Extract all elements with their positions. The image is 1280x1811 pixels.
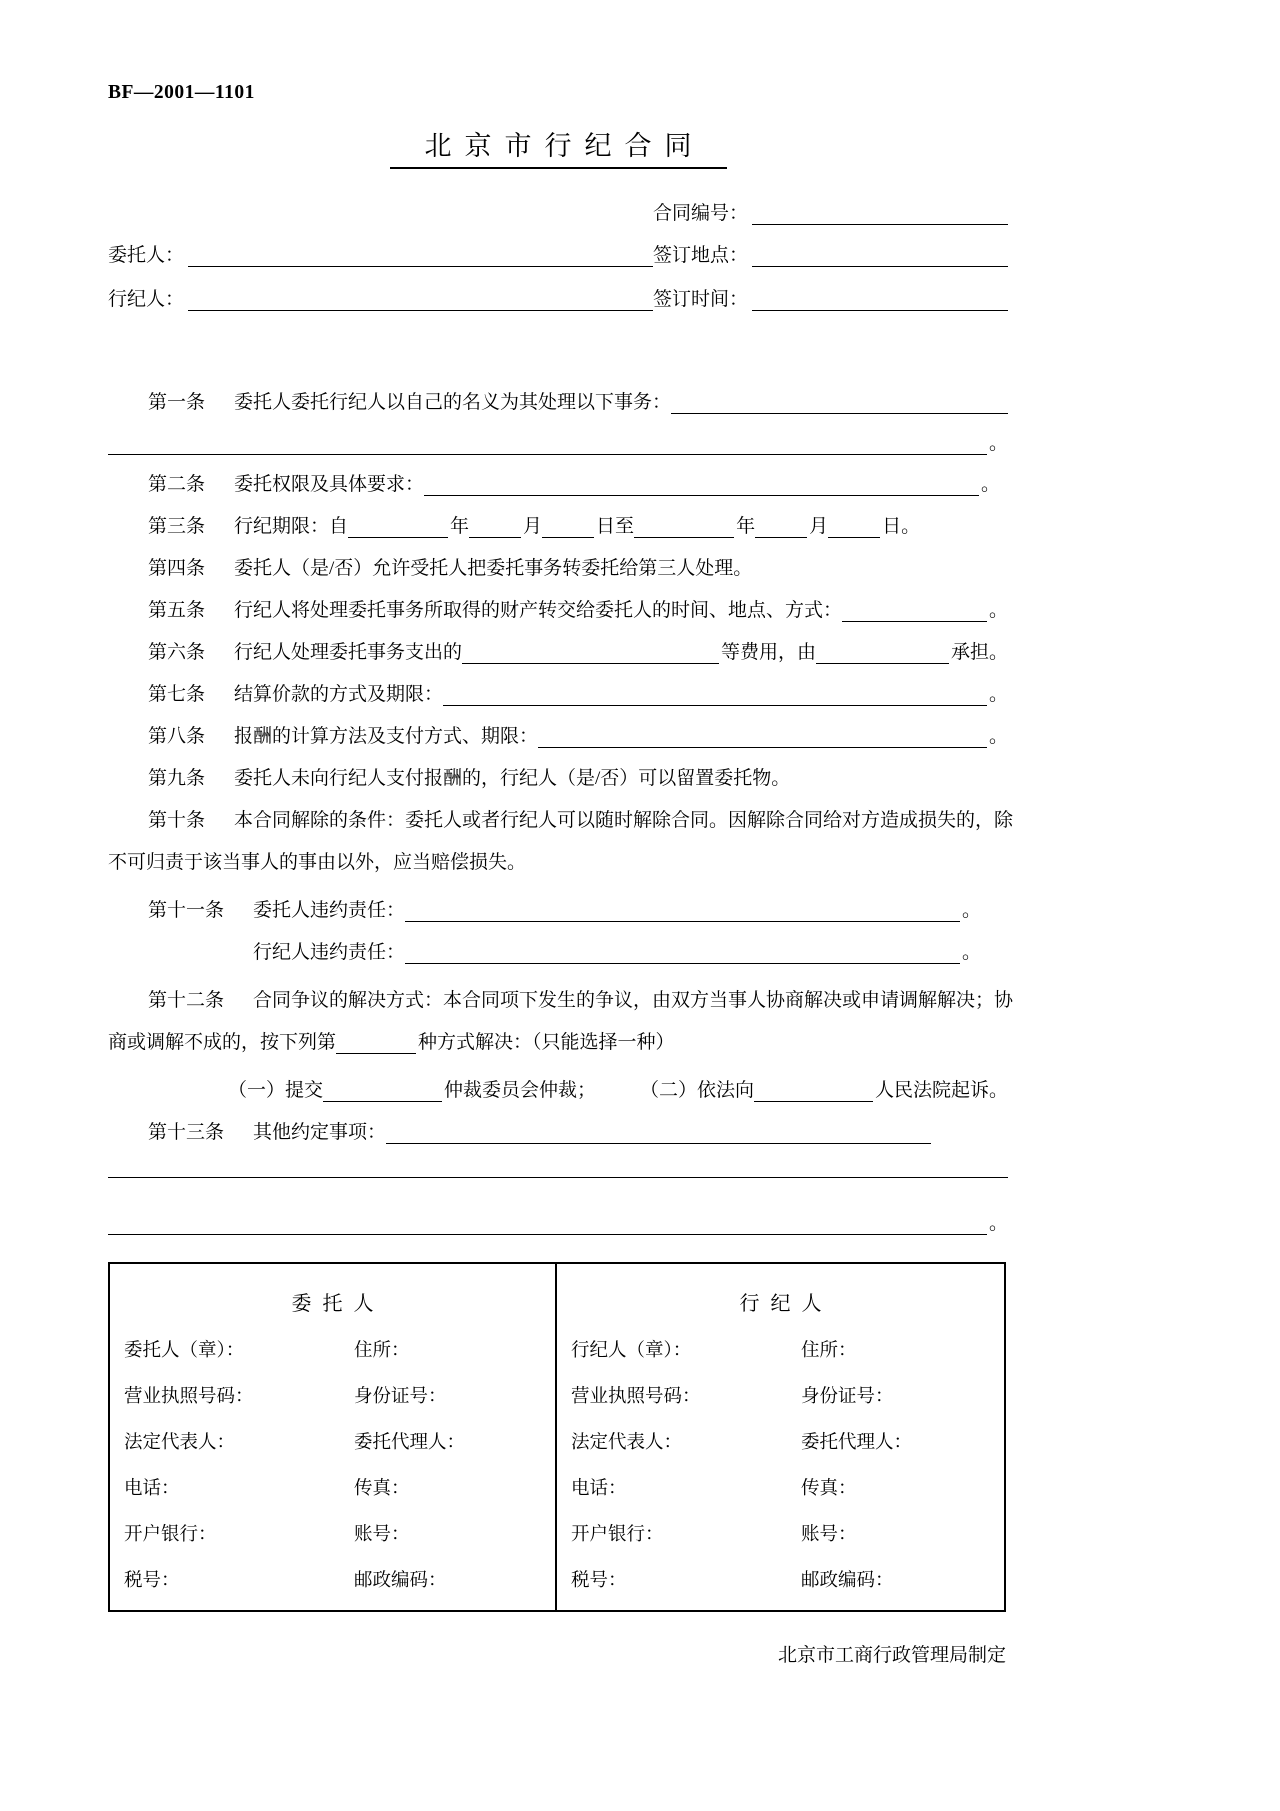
clause-8-input[interactable] bbox=[538, 730, 987, 748]
clause-3-day2-label: 日。 bbox=[882, 516, 921, 537]
clause-7 bbox=[108, 679, 1008, 706]
clause-1-input-line2[interactable] bbox=[108, 437, 987, 455]
clause-12-option2-tail: 人民法院起诉。 bbox=[874, 1080, 1008, 1101]
clause-7-period: 。 bbox=[988, 684, 1008, 705]
clause-12-option1-label: （一）提交 bbox=[228, 1080, 324, 1101]
signature-table bbox=[108, 1262, 1006, 1612]
table-row bbox=[110, 1336, 555, 1362]
clause-11-broker bbox=[108, 937, 1008, 964]
clause-6 bbox=[108, 637, 1008, 664]
sign-time-input[interactable] bbox=[752, 293, 1008, 311]
broker-input[interactable] bbox=[188, 293, 653, 311]
clause-2-text: 委托权限及具体要求： bbox=[234, 474, 425, 495]
table-row bbox=[110, 1428, 555, 1454]
clause-3-year2-input[interactable] bbox=[634, 520, 734, 538]
clause-12-options bbox=[228, 1075, 1008, 1102]
clause-6-mid-text: 等费用，由 bbox=[720, 642, 816, 663]
client-input[interactable] bbox=[188, 249, 653, 267]
clause-1-period: 。 bbox=[988, 433, 1008, 454]
signature-column-client bbox=[110, 1264, 557, 1610]
broker-seal-label[interactable]: 行纪人（章）： bbox=[571, 1341, 692, 1361]
clause-13-continuation-2 bbox=[108, 1208, 1008, 1235]
sign-place-field[interactable] bbox=[653, 240, 1008, 267]
page-title bbox=[108, 124, 1008, 169]
client-tax-label[interactable]: 税号： bbox=[124, 1571, 180, 1591]
client-phone-label[interactable]: 电话： bbox=[124, 1479, 180, 1499]
table-row bbox=[557, 1566, 1004, 1592]
broker-id-label[interactable]: 身份证号： bbox=[801, 1387, 894, 1407]
table-row bbox=[557, 1428, 1004, 1454]
contract-number-field[interactable] bbox=[653, 198, 1008, 225]
clause-11 bbox=[108, 895, 1008, 922]
clause-13 bbox=[108, 1117, 1008, 1144]
clause-3-month2-input[interactable] bbox=[755, 520, 807, 538]
clause-11-broker-spacer bbox=[148, 942, 253, 964]
broker-tax-label[interactable]: 税号： bbox=[571, 1571, 627, 1591]
clause-1-input[interactable] bbox=[671, 396, 1008, 414]
table-row bbox=[110, 1382, 555, 1408]
broker-account-label[interactable]: 账号： bbox=[801, 1525, 857, 1545]
broker-row bbox=[108, 284, 1008, 311]
clause-4-number: 第四条 bbox=[148, 558, 206, 579]
clause-12-line2-text-b: 种方式解决：（只能选择一种） bbox=[418, 1032, 675, 1053]
clause-11-period: 。 bbox=[962, 900, 982, 921]
clause-5-period: 。 bbox=[988, 600, 1008, 621]
broker-postcode-label[interactable]: 邮政编码： bbox=[801, 1571, 894, 1591]
clause-11-number: 第十一条 bbox=[148, 900, 225, 921]
clause-12-line2 bbox=[108, 1027, 1008, 1054]
clause-3-year2-label: 年 bbox=[736, 516, 756, 537]
clause-3-year1-input[interactable] bbox=[348, 520, 448, 538]
clause-3 bbox=[108, 511, 1008, 538]
clause-6-text: 行纪人处理委托事务支出的 bbox=[234, 642, 463, 663]
clause-13-input-line3[interactable] bbox=[108, 1217, 987, 1235]
clause-6-number: 第六条 bbox=[148, 642, 206, 663]
contract-number-input[interactable] bbox=[752, 207, 1008, 225]
client-address-label[interactable]: 住所： bbox=[354, 1341, 410, 1361]
clause-11-broker-text: 行纪人违约责任： bbox=[253, 942, 406, 963]
clause-10-number: 第十条 bbox=[148, 810, 206, 831]
clause-3-text: 行纪期限：自 bbox=[234, 516, 349, 537]
client-license-label[interactable]: 营业执照号码： bbox=[124, 1387, 254, 1407]
clause-8-number: 第八条 bbox=[148, 726, 206, 747]
broker-license-label[interactable]: 营业执照号码： bbox=[571, 1387, 701, 1407]
clause-9 bbox=[108, 763, 1008, 790]
broker-agent-label[interactable]: 委托代理人： bbox=[801, 1433, 913, 1453]
clause-1-text: 委托人委托行纪人以自己的名义为其处理以下事务： bbox=[234, 392, 672, 413]
broker-fax-label[interactable]: 传真： bbox=[801, 1479, 857, 1499]
clause-12 bbox=[108, 985, 1014, 1012]
broker-field[interactable] bbox=[108, 284, 653, 311]
clause-9-number: 第九条 bbox=[148, 768, 206, 789]
clause-11-client-input[interactable] bbox=[405, 904, 960, 922]
clause-5-number: 第五条 bbox=[148, 600, 206, 621]
broker-address-label[interactable]: 住所： bbox=[801, 1341, 857, 1361]
clause-13-number: 第十三条 bbox=[148, 1122, 225, 1143]
clause-10-text: 本合同解除的条件：委托人或者行纪人可以随时解除合同。因解除合同给对方造成损失的，除 bbox=[234, 810, 1014, 831]
table-row bbox=[110, 1520, 555, 1546]
clause-13-continuation-1 bbox=[108, 1160, 1008, 1178]
clause-10-line2: 不可归责于该当事人的事由以外，应当赔偿损失。 bbox=[108, 852, 527, 873]
signature-column-broker bbox=[557, 1264, 1004, 1610]
page-title-text: 北京市行纪合同 bbox=[390, 124, 727, 169]
clause-13-input-line2[interactable] bbox=[108, 1160, 1008, 1178]
clause-12-number: 第十二条 bbox=[148, 990, 225, 1011]
table-row bbox=[557, 1474, 1004, 1500]
client-bank-label[interactable]: 开户银行： bbox=[124, 1525, 217, 1545]
sign-time-label: 签订时间： bbox=[653, 289, 749, 310]
clause-12-text: 合同争议的解决方式：本合同项下发生的争议，由双方当事人协商解决或申请调解解决；协 bbox=[253, 990, 1014, 1011]
clause-12-court-input[interactable] bbox=[754, 1084, 873, 1102]
clause-3-month1-label: 月 bbox=[523, 516, 543, 537]
clause-11-broker-input[interactable] bbox=[405, 946, 960, 964]
client-label: 委托人： bbox=[108, 245, 185, 266]
broker-phone-label[interactable]: 电话： bbox=[571, 1479, 627, 1499]
client-field[interactable] bbox=[108, 240, 653, 267]
clause-12-option1-tail: 仲裁委员会仲裁； bbox=[443, 1080, 596, 1101]
form-code: BF—2001—1101 bbox=[108, 82, 255, 103]
table-row bbox=[110, 1566, 555, 1592]
clause-12-option2-label: （二）依法向 bbox=[640, 1080, 755, 1101]
client-fax-label[interactable]: 传真： bbox=[354, 1479, 410, 1499]
clause-1 bbox=[108, 387, 1008, 414]
clause-5-text: 行纪人将处理委托事务所取得的财产转交给委托人的时间、地点、方式： bbox=[234, 600, 843, 621]
table-row bbox=[557, 1520, 1004, 1546]
clause-8-text: 报酬的计算方法及支付方式、期限： bbox=[234, 726, 539, 747]
clause-13-period: 。 bbox=[988, 1213, 1008, 1234]
clause-1-continuation bbox=[108, 428, 1008, 455]
clause-7-text: 结算价款的方式及期限： bbox=[234, 684, 444, 705]
clause-2-input[interactable] bbox=[424, 478, 979, 496]
contract-number-label: 合同编号： bbox=[653, 203, 749, 224]
clause-10 bbox=[108, 805, 1014, 832]
client-postcode-label[interactable]: 邮政编码： bbox=[354, 1571, 447, 1591]
footer-issuer: 北京市工商行政管理局制定 bbox=[777, 1645, 1006, 1666]
broker-bank-label[interactable]: 开户银行： bbox=[571, 1525, 664, 1545]
sign-place-input[interactable] bbox=[752, 249, 1008, 267]
clause-4-text: 委托人（是/否）允许受托人把委托事务转委托给第三人处理。 bbox=[234, 558, 753, 579]
clause-1-number: 第一条 bbox=[148, 392, 206, 413]
clause-3-day1-label: 日至 bbox=[596, 516, 635, 537]
clause-3-day1-input[interactable] bbox=[542, 520, 594, 538]
table-row bbox=[557, 1382, 1004, 1408]
clause-3-month2-label: 月 bbox=[809, 516, 829, 537]
signature-heading-client: 委托人 bbox=[291, 1293, 385, 1315]
clause-11-text: 委托人违约责任： bbox=[253, 900, 406, 921]
contract-number-row bbox=[108, 198, 1008, 225]
clause-13-text: 其他约定事项： bbox=[253, 1122, 387, 1143]
client-row bbox=[108, 240, 1008, 267]
broker-label: 行纪人： bbox=[108, 289, 185, 310]
clause-13-input[interactable] bbox=[386, 1126, 931, 1144]
client-account-label[interactable]: 账号： bbox=[354, 1525, 410, 1545]
clause-9-text: 委托人未向行纪人支付报酬的，行纪人（是/否）可以留置委托物。 bbox=[234, 768, 791, 789]
clause-3-number: 第三条 bbox=[148, 516, 206, 537]
clause-5-input[interactable] bbox=[842, 604, 987, 622]
clause-3-year1-label: 年 bbox=[450, 516, 470, 537]
client-id-label[interactable]: 身份证号： bbox=[354, 1387, 447, 1407]
clause-7-input[interactable] bbox=[443, 688, 987, 706]
clause-4 bbox=[108, 553, 1008, 580]
clause-3-month1-input[interactable] bbox=[469, 520, 521, 538]
clause-12-arbitration-input[interactable] bbox=[323, 1084, 442, 1102]
clause-2-period: 。 bbox=[981, 474, 1001, 495]
client-legal-rep-label[interactable]: 法定代表人： bbox=[124, 1433, 236, 1453]
clause-3-day2-input[interactable] bbox=[828, 520, 880, 538]
clause-8 bbox=[108, 721, 1008, 748]
clause-2-number: 第二条 bbox=[148, 474, 206, 495]
clause-8-period: 。 bbox=[988, 726, 1008, 747]
clause-6-bearer-input[interactable] bbox=[816, 646, 949, 664]
clause-6-expense-input[interactable] bbox=[462, 646, 719, 664]
sign-time-field[interactable] bbox=[653, 284, 1008, 311]
broker-legal-rep-label[interactable]: 法定代表人： bbox=[571, 1433, 683, 1453]
client-agent-label[interactable]: 委托代理人： bbox=[354, 1433, 466, 1453]
clause-6-end-text: 承担。 bbox=[950, 642, 1008, 663]
table-row bbox=[110, 1474, 555, 1500]
clause-12-line2-text-a: 商或调解不成的，按下列第 bbox=[108, 1032, 337, 1053]
clause-7-number: 第七条 bbox=[148, 684, 206, 705]
clause-12-method-input[interactable] bbox=[336, 1036, 416, 1054]
client-seal-label[interactable]: 委托人（章）： bbox=[124, 1341, 245, 1361]
clause-5 bbox=[108, 595, 1008, 622]
clause-11-broker-period: 。 bbox=[962, 942, 982, 963]
clause-2 bbox=[108, 469, 1008, 496]
sign-place-label: 签订地点： bbox=[653, 245, 749, 266]
signature-heading-broker: 行纪人 bbox=[739, 1293, 833, 1315]
table-row bbox=[557, 1336, 1004, 1362]
